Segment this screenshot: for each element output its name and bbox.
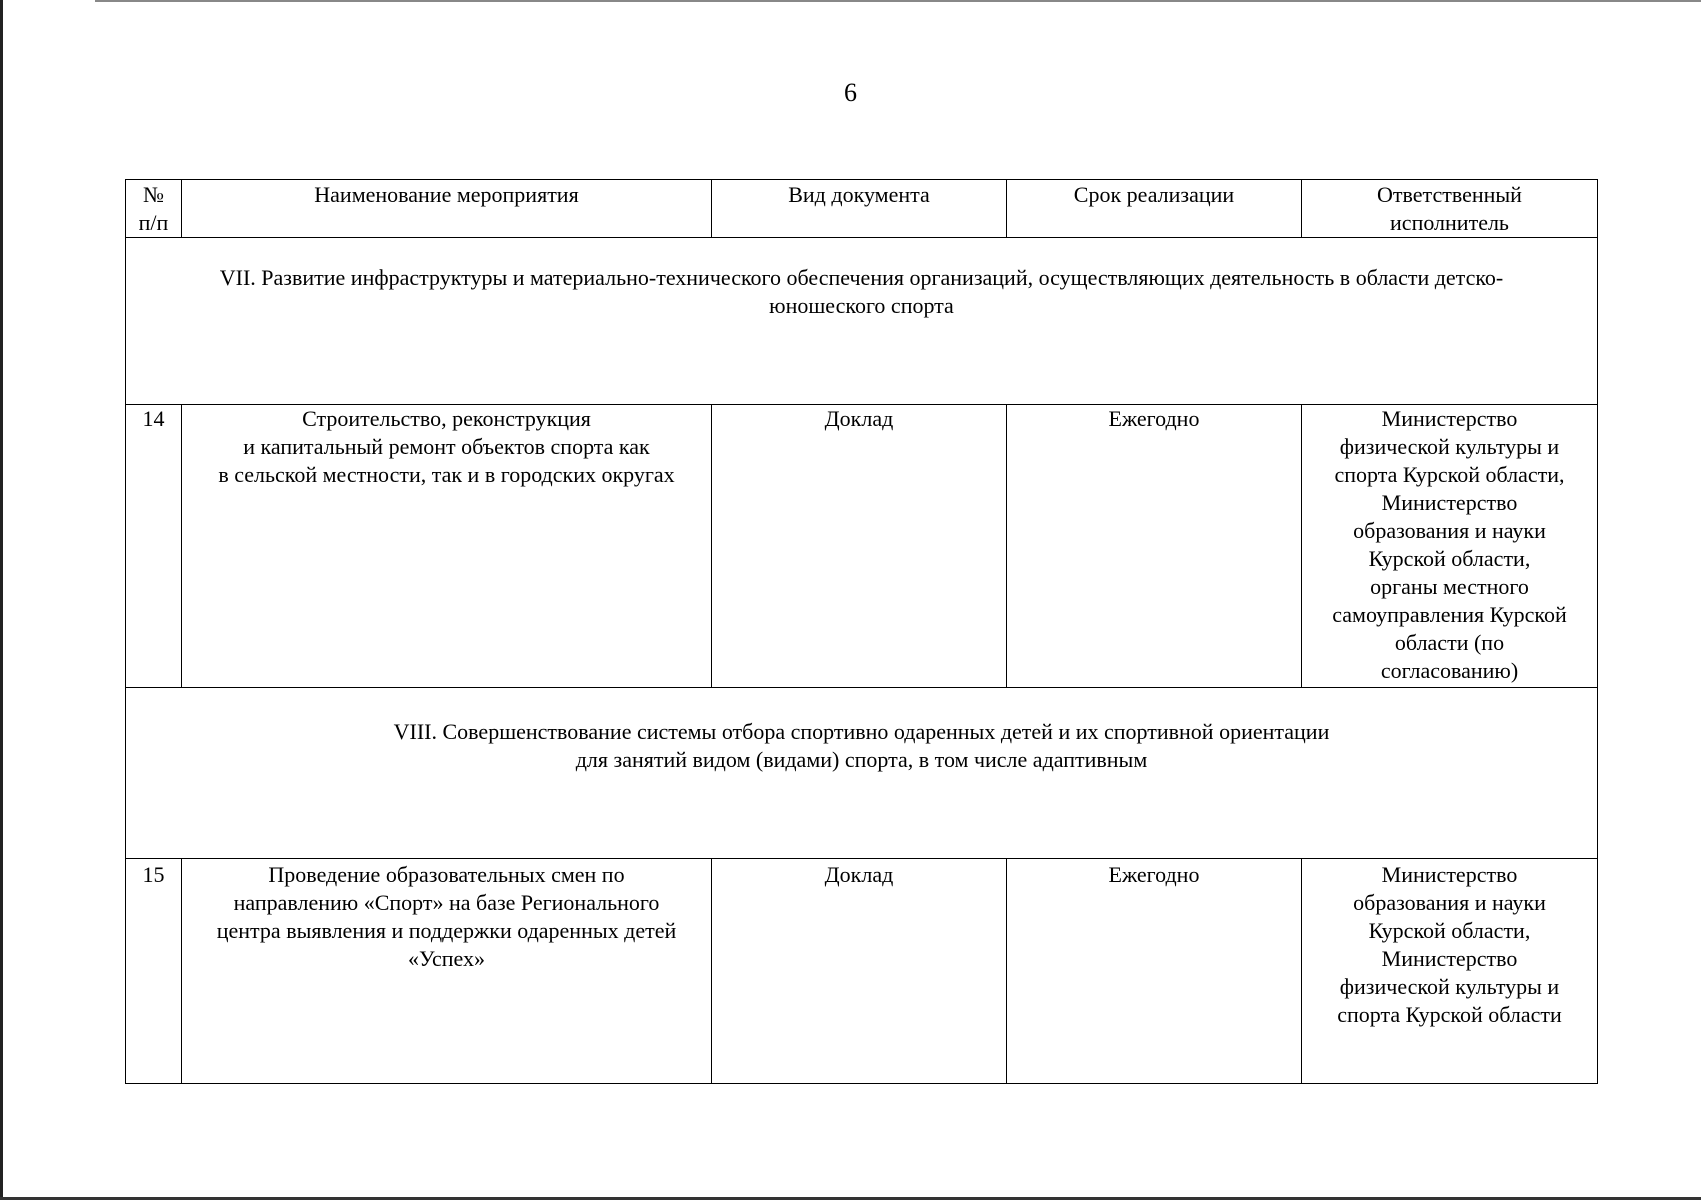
section-row-viii	[126, 688, 1598, 859]
header-name: Наименование мероприятия	[182, 180, 712, 238]
header-doc-type: Вид документа	[712, 180, 1007, 238]
scan-top-border	[95, 0, 1701, 2]
row-name: Проведение образовательных смен по направлению «Спорт» на базе Регионального центра выявления и поддержки одаренных детей «Успех»	[182, 859, 712, 1084]
scan-left-edge	[0, 0, 3, 1200]
section-row-vii	[126, 238, 1598, 405]
row-num: 14	[126, 405, 182, 688]
page-number: 6	[844, 78, 857, 107]
header-responsible: Ответственный исполнитель	[1302, 180, 1598, 238]
measures-table	[125, 179, 1598, 1084]
row-num: 15	[126, 859, 182, 1084]
section-title: VII. Развитие инфраструктуры и материально-технического обеспечения организаций, осуществляющих деятельность в области детско- юношеского спорта	[126, 238, 1598, 405]
section-title: VIII. Совершенствование системы отбора спортивно одаренных детей и их спортивной ориентации для занятий видом (видами) спорта, в том числе адаптивным	[126, 688, 1598, 859]
row-name: Строительство, реконструкция и капитальный ремонт объектов спорта как в сельской местности, так и в городских округах	[182, 405, 712, 688]
row-deadline: Ежегодно	[1007, 405, 1302, 688]
header-num: № п/п	[126, 180, 182, 238]
row-doc-type: Доклад	[712, 859, 1007, 1084]
table-row	[126, 405, 1598, 688]
table-row	[126, 859, 1598, 1084]
table-header-row	[126, 180, 1598, 238]
row-responsible: Министерство физической культуры и спорта Курской области, Министерство образования и науки Курской области, органы местного самоуправления Курской области (по согласованию)	[1302, 405, 1598, 688]
header-deadline: Срок реализации	[1007, 180, 1302, 238]
row-responsible: Министерство образования и науки Курской области, Министерство физической культуры и спорта Курской области	[1302, 859, 1598, 1084]
row-doc-type: Доклад	[712, 405, 1007, 688]
row-deadline: Ежегодно	[1007, 859, 1302, 1084]
